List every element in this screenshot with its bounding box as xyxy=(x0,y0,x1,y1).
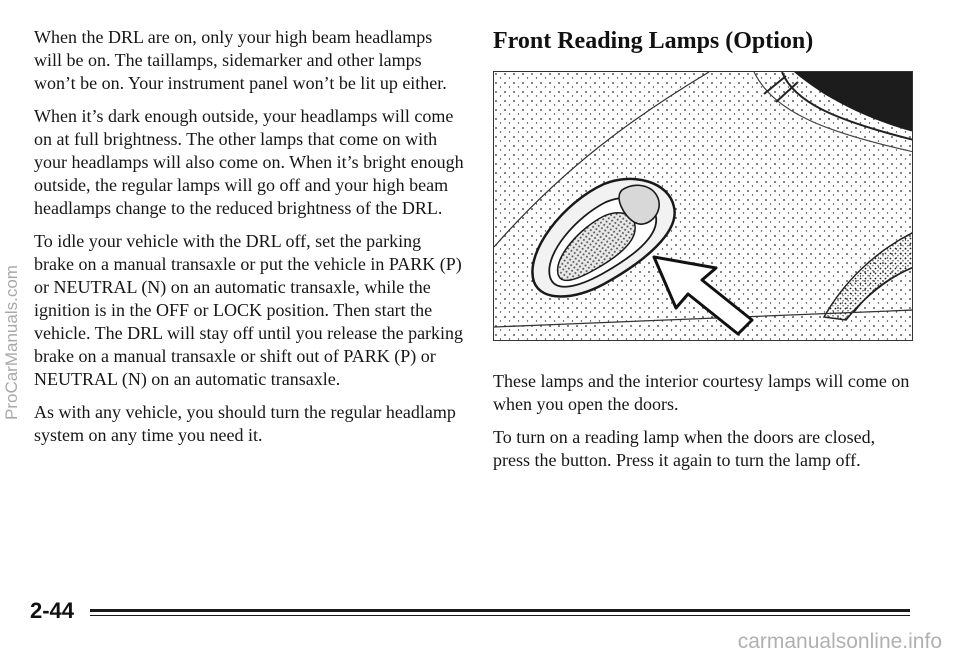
paragraph-drl-idle-off: To idle your vehicle with the DRL off, set the parking brake on a manual transaxle or put the vehicle in PARK (P) or NEUTRAL (N) on an automatic transaxle, while the ignition is in the OFF or LOCK position. Then start the vehicle. The DRL will stay off until you release the parking brake on a manual transaxle or shift out of PARK (P) or NEUTRAL (N) on an automatic transaxle. xyxy=(34,231,464,389)
right-column xyxy=(493,26,913,470)
page-number: 2-44 xyxy=(30,598,75,623)
paragraph-lamps-doors: These lamps and the interior courtesy lamps will come on when you open the doors. xyxy=(493,371,910,414)
side-watermark: ProCarManuals.com xyxy=(2,265,21,420)
paragraph-drl-dark-outside: When it’s dark enough outside, your headlamps will come on at full brightness. The other lamps that come on with your headlamps will also come on. When it’s bright enough outside, the regular lamps will go off and your high beam headlamps change to the reduced brightness of the DRL. xyxy=(34,106,464,218)
left-column xyxy=(34,26,464,457)
footer-rule-thin xyxy=(90,615,910,616)
footer-rule xyxy=(90,609,910,612)
paragraph-drl-regular-headlamps: As with any vehicle, you should turn the regular headlamp system on any time you need it. xyxy=(34,402,456,445)
footer-watermark: carmanualsonline.info xyxy=(737,630,942,653)
reading-lamp-drawing xyxy=(494,72,913,341)
right-body-text xyxy=(493,370,913,482)
paragraph-drl-high-beam: When the DRL are on, only your high beam headlamps will be on. The taillamps, sidemarker and other lamps won’t be on. Your instrument panel won’t be lit up either. xyxy=(34,27,447,93)
section-heading: Front Reading Lamps (Option) xyxy=(493,28,814,54)
reading-lamp-illustration xyxy=(493,71,913,341)
paragraph-lamp-button: To turn on a reading lamp when the doors are closed, press the button. Press it again to turn the lamp off. xyxy=(493,427,876,470)
